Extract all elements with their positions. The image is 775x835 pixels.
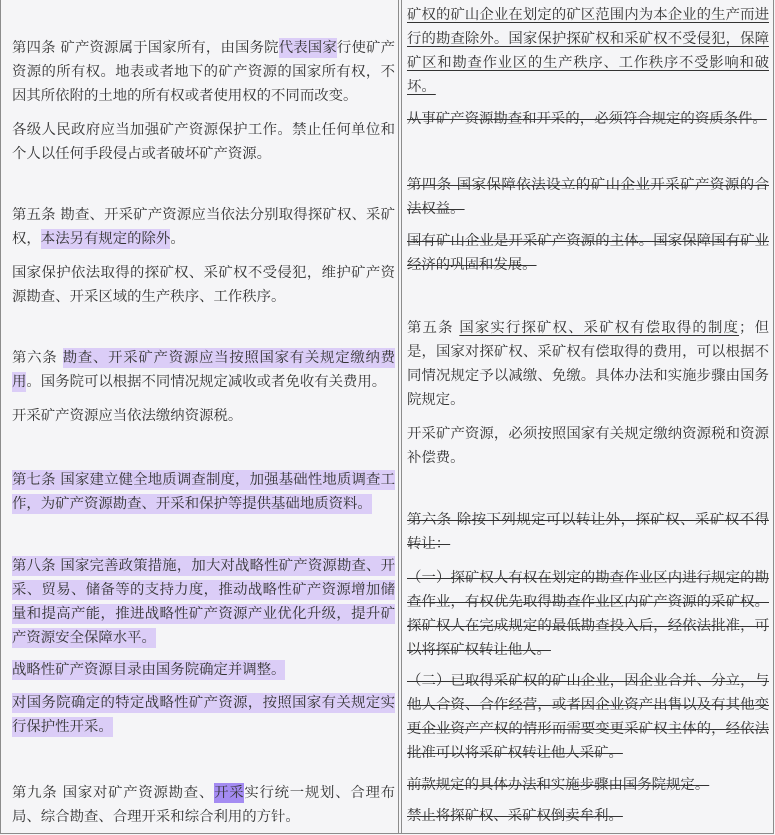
revised-article-8-paragraph-2 xyxy=(12,658,395,682)
original-article-6-item-1 xyxy=(407,566,769,662)
underlined-text: 矿权的矿山企业在划定的矿区范围内为本企业的生产而进行的勘查除外。国家保护探矿权和采矿权不受侵犯，保障矿区和勘查作业区的生产秩序、工作秩序不受影响和破坏。 xyxy=(407,7,769,95)
original-article-6-paragraph-3 xyxy=(407,804,769,828)
revised-article-5-paragraph-2 xyxy=(12,261,395,309)
added-text-highlight: 战略性矿产资源目录由国务院确定并调整。 xyxy=(12,662,286,678)
added-text-highlight: 代表国家 xyxy=(278,40,337,56)
underlined-text: 国家实行探矿权、采矿权有偿取得的制度 xyxy=(459,320,740,336)
added-text-highlight: 本法另有规定的除外 xyxy=(40,231,171,247)
original-article-6-paragraph-1 xyxy=(407,508,769,556)
revised-article-9-paragraph-1 xyxy=(12,781,395,829)
deleted-text: 国有矿山企业是开采矿产资源的主体。国家保障国有矿业经济的巩固和发展。 xyxy=(407,233,769,273)
revised-article-4-paragraph-2 xyxy=(12,118,395,166)
text-segment: 实行统一规划、合理布局、综合勘查、合理开采和综合利用的方针。 xyxy=(12,785,395,825)
original-article-3-paragraph-last xyxy=(407,107,769,131)
revised-article-6-paragraph-2 xyxy=(12,404,395,428)
added-text-highlight: 第七条 国家建立健全地质调查制度，加强基础性地质调查工作，为矿产资源勘查、开采和保护等提供基础地质资料。 xyxy=(12,472,395,512)
deleted-text: 第四条 国家保障依法设立的矿山企业开采矿产资源的合法权益。 xyxy=(407,177,769,217)
text-segment: 行使矿产资源的所有权。地表或者地下的矿产资源的国家所有权，不因其所依附的土地的所有权或者使用权的不同而改变。 xyxy=(12,40,395,104)
deleted-text: 禁止将探矿权、采矿权倒卖牟利。 xyxy=(407,808,623,824)
original-article-4-paragraph-1 xyxy=(407,173,769,221)
original-article-6-item-2 xyxy=(407,669,769,765)
original-article-6-paragraph-2 xyxy=(407,773,769,797)
revised-article-8-paragraph-1 xyxy=(12,554,395,650)
text-segment: 开采矿产资源应当依法缴纳资源税。 xyxy=(12,408,243,424)
original-text-column xyxy=(401,0,773,834)
revised-article-8-paragraph-3 xyxy=(12,691,395,739)
text-segment: 开采矿产资源，必须按照国家有关规定缴纳资源税和资源补偿费。 xyxy=(407,426,769,466)
added-text-highlight: 勘查、开采矿产资源应当按照国家有关规定缴纳费用 xyxy=(12,350,395,390)
revised-article-4-paragraph-1 xyxy=(12,36,395,108)
original-article-5-paragraph-2 xyxy=(407,422,769,470)
text-segment: 第五条 xyxy=(407,320,460,336)
text-segment: ；但是，国家对探矿权、采矿权有偿取得的费用，可以根据不同情况规定予以减缴、免缴。具体办法和实施步骤由国务院规定。 xyxy=(407,320,769,408)
text-segment: 。国务院可以根据不同情况规定减收或者免收有关费用。 xyxy=(26,374,387,390)
deleted-text: 前款规定的具体办法和实施步骤由国务院规定。 xyxy=(407,777,710,793)
table-border-right xyxy=(773,0,774,834)
added-text-highlight: 对国务院确定的特定战略性矿产资源，按照国家有关规定实行保护性开采。 xyxy=(12,695,395,735)
deleted-text: 从事矿产资源勘查和开采的，必须符合规定的资质条件。 xyxy=(407,111,767,127)
text-segment: 第六条 xyxy=(12,350,63,366)
text-segment: 国家保护依法取得的探矿权、采矿权不受侵犯，维护矿产资源勘查、开采区域的生产秩序、工作秩序。 xyxy=(12,265,395,305)
text-segment: 第九条 国家对矿产资源勘查、 xyxy=(12,785,215,801)
original-article-5-paragraph-1 xyxy=(407,316,769,412)
revised-article-6-paragraph-1 xyxy=(12,346,395,394)
text-segment: 第五条 勘查、开采矿产资源应当依法分别取得探矿权、采矿权， xyxy=(12,207,395,247)
revised-article-5-paragraph-1 xyxy=(12,203,395,251)
text-segment: 各级人民政府应当加强矿产资源保护工作。禁止任何单位和个人以任何手段侵占或者破坏矿产资源。 xyxy=(12,122,395,162)
text-segment: 第四条 矿产资源属于国家所有，由国务院 xyxy=(12,40,279,56)
revised-article-7-paragraph-1 xyxy=(12,468,395,516)
deleted-text: 第六条 除按下列规定可以转让外，探矿权、采矿权不得转让： xyxy=(407,512,769,552)
deleted-text: （一）探矿权人有权在划定的勘查作业区内进行规定的勘查作业，有权优先取得勘查作业区内矿产资源的采矿权。探矿权人在完成规定的最低勘查投入后，经依法批准，可以将探矿权转让他人。 xyxy=(407,570,769,658)
original-article-3-paragraph-continued xyxy=(407,3,769,99)
selected-text-highlight: 开采 xyxy=(214,785,245,801)
added-text-highlight: 第八条 国家完善政策措施，加大对战略性矿产资源勘查、开采、贸易、储备等的支持力度，推动战略性矿产资源增加储量和提高产能，推进战略性矿产资源产业优化升级，提升矿产资源安全保障水平。 xyxy=(12,558,395,646)
original-article-4-paragraph-2 xyxy=(407,229,769,277)
deleted-text: （二）已取得采矿权的矿山企业，因企业合并、分立，与他人合资、合作经营，或者因企业资产出售以及有其他变更企业资产产权的情形而需要变更采矿权主体的，经依法批准可以将采矿权转让他人采矿。 xyxy=(407,673,769,761)
column-divider xyxy=(398,0,399,834)
text-segment: 。 xyxy=(170,231,185,247)
